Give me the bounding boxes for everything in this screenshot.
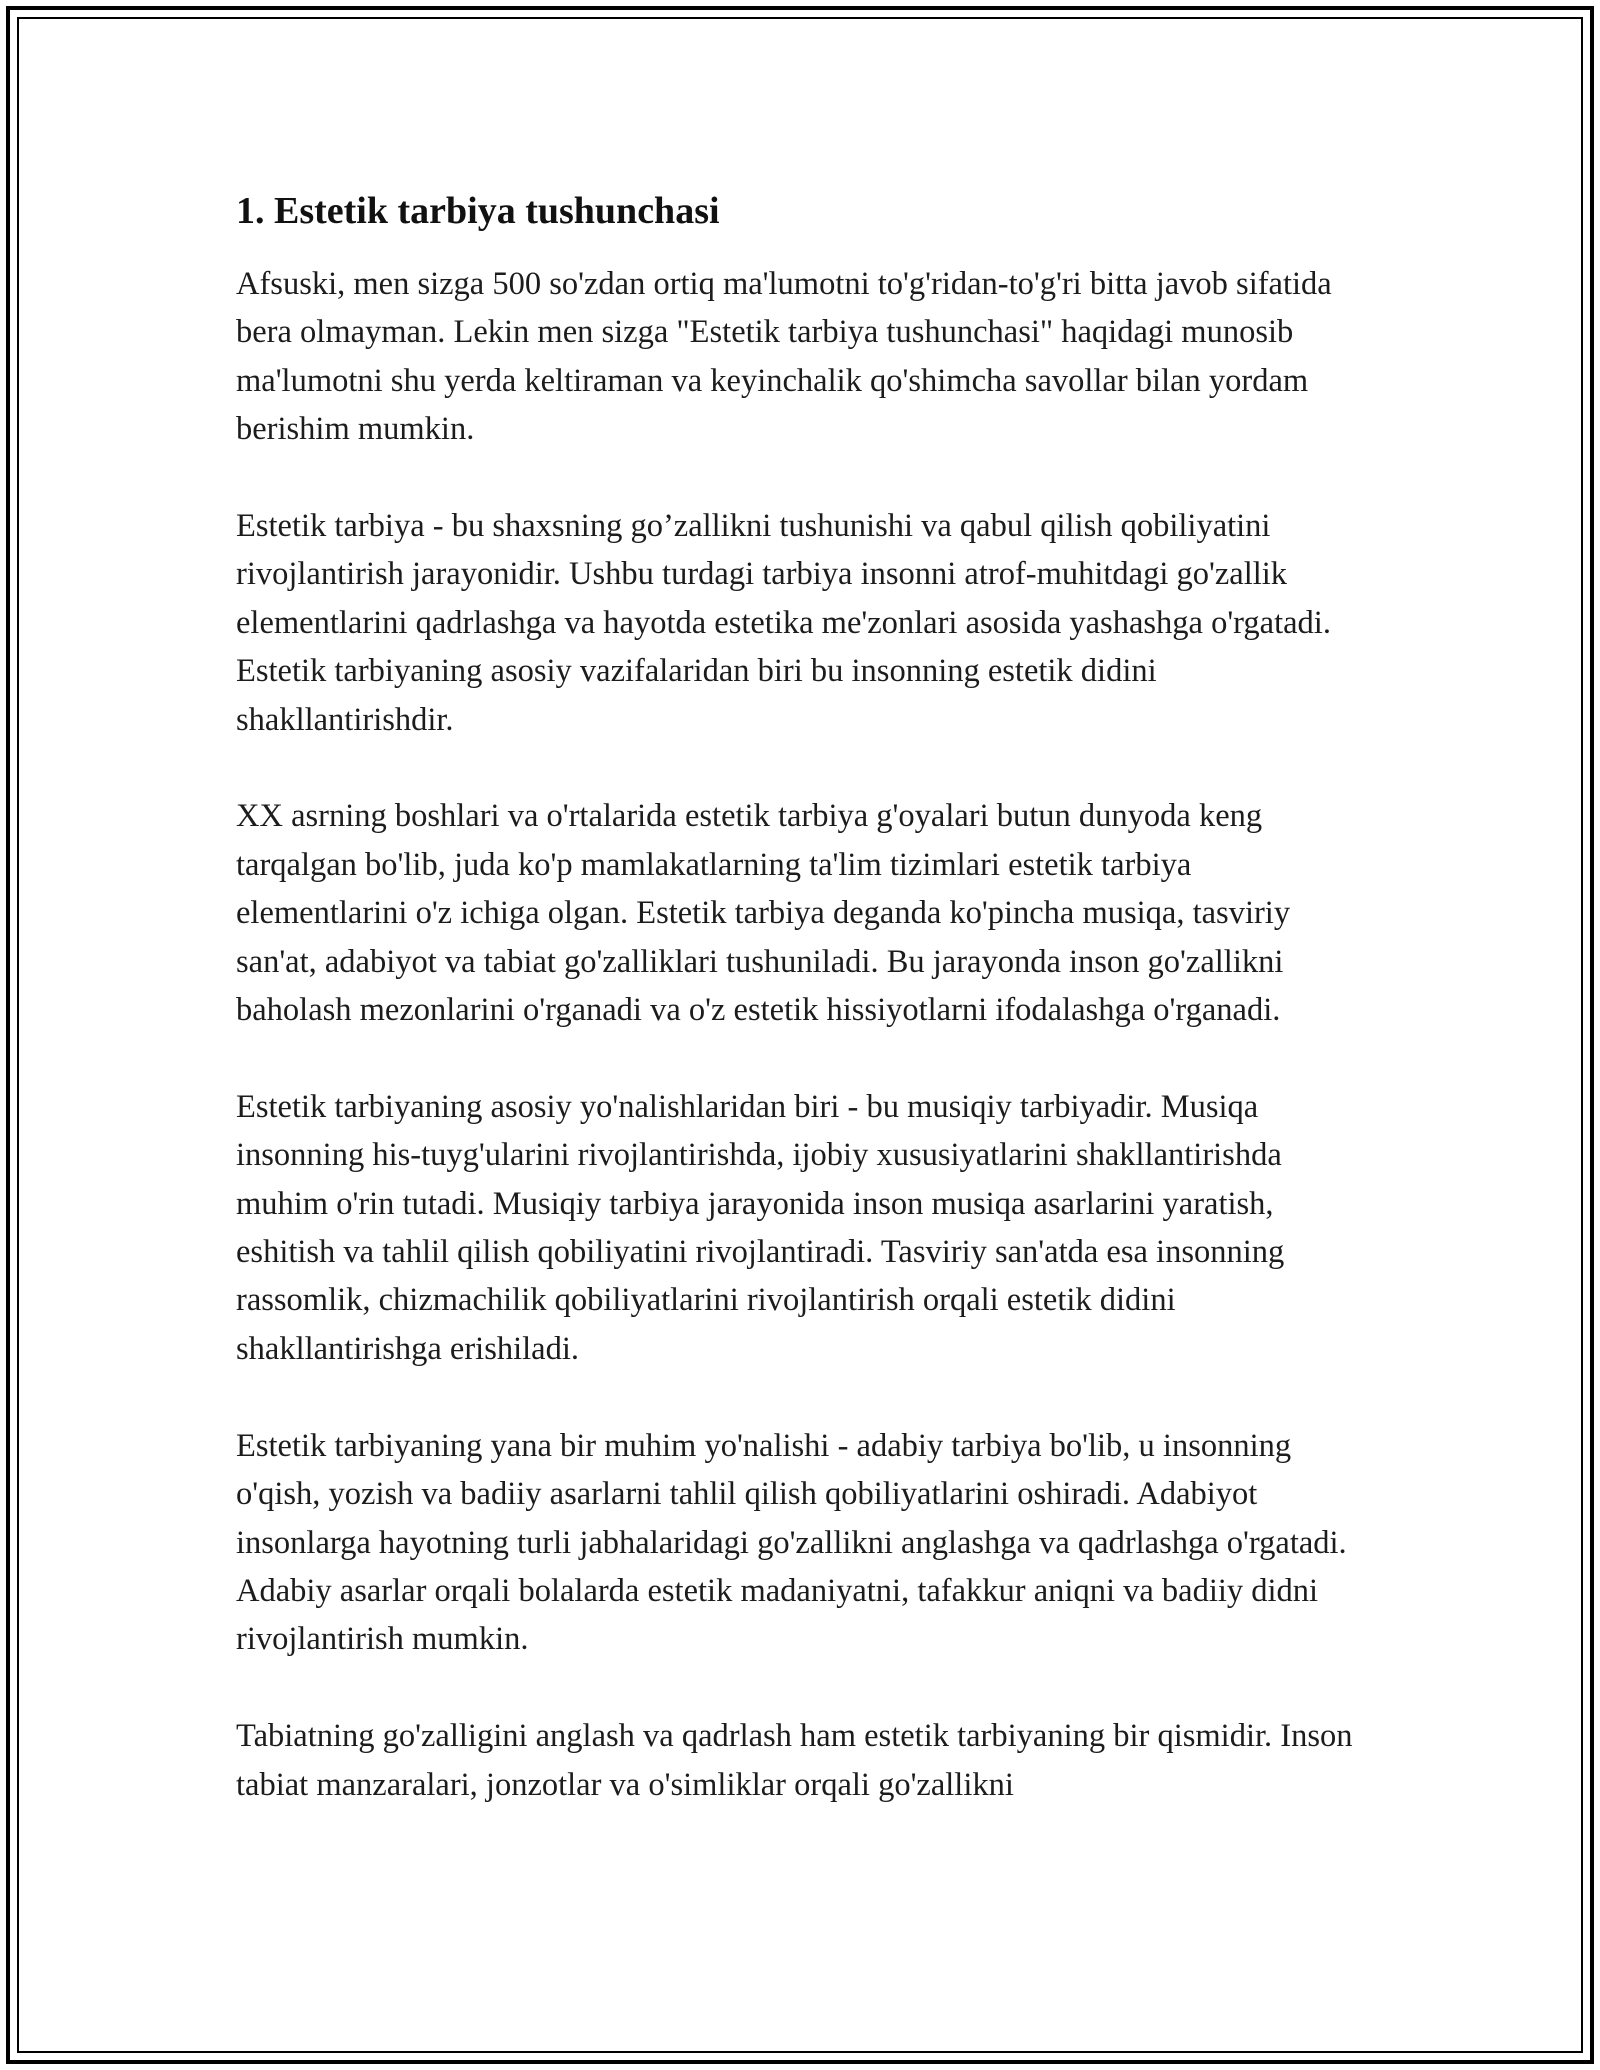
paragraph-1: Afsuski, men sizga 500 so'zdan ortiq ma'lumotni to'g'ridan-to'g'ri bitta javob sifatida bera olmayman. Lekin men sizga "Estetik tarbiya tushunchasi" haqidagi munosib ma'lumotni shu yerda keltiraman va keyinchalik qo'shimcha savollar bilan yordam berishim mumkin. [236,266,1332,448]
paragraph-6: Tabiatning go'zalligini anglash va qadrlash ham estetik tarbiyaning bir qismidir. Inson tabiat manzaralari, jonzotlar va o'simliklar orqali go'zallikni [236,1718,1353,1803]
paragraph-5: Estetik tarbiyaning yana bir muhim yo'nalishi - adabiy tarbiya bo'lib, u insonning o'qish, yozish va badiiy asarlarni tahlil qilish qobiliyatlarini oshiradi. Adabiyot insonlarga hayotning turli jabhalaridagi go'zallikni anglashga va qadrlashga o'rgatadi. Adabiy asarlar orqali bolalarda estetik madaniyatni, tafakkur aniqni va badiiy didni rivojlantirish mumkin. [236,1427,1347,1658]
paragraph-4: Estetik tarbiyaning asosiy yo'nalishlaridan biri - bu musiqiy tarbiyadir. Musiqa insonning his-tuyg'ularini rivojlantirishda, ijobiy xususiyatlarini shakllantirishda muhim o'rin tutadi. Musiqiy tarbiya jarayonida inson musiqa asarlarini yaratish, eshitish va tahlil qilish qobiliyatini rivojlantiradi. Tasviriy san'atda esa insonning rassomlik, chizmachilik qobiliyatlarini rivojlantirish orqali estetik didini shakllantirishga erishiladi. [236,1088,1285,1367]
paragraph-3: XX asrning boshlari va o'rtalarida estetik tarbiya g'oyalari butun dunyoda keng tarqalgan bo'lib, juda ko'p mamlakatlarning ta'lim tizimlari estetik tarbiya elementlarini o'z ichiga olgan. Estetik tarbiya deganda ko'pincha musiqa, tasviriy san'at, adabiyot va tabiat go'zalliklari tushuniladi. Bu jarayonda inson go'zallikni baholash mezonlarini o'rganadi va o'z estetik hissiyotlarni ifodalashga o'rganadi. [236,798,1291,1029]
section-heading: 1. Estetik tarbiya tushunchasi [236,190,720,232]
document-page [236,184,1364,1857]
paragraph-2: Estetik tarbiya - bu shaxsning go’zallikni tushunishi va qabul qilish qobiliyatini rivojlantirish jarayonidir. Ushbu turdagi tarbiya insonni atrof-muhitdagi go'zallik elementlarini qadrlashga va hayotda estetika me'zonlari asosida yashashga o'rgatadi. Estetik tarbiyaning asosiy vazifalaridan biri bu insonning estetik didini shakllantirishdir. [236,508,1331,738]
